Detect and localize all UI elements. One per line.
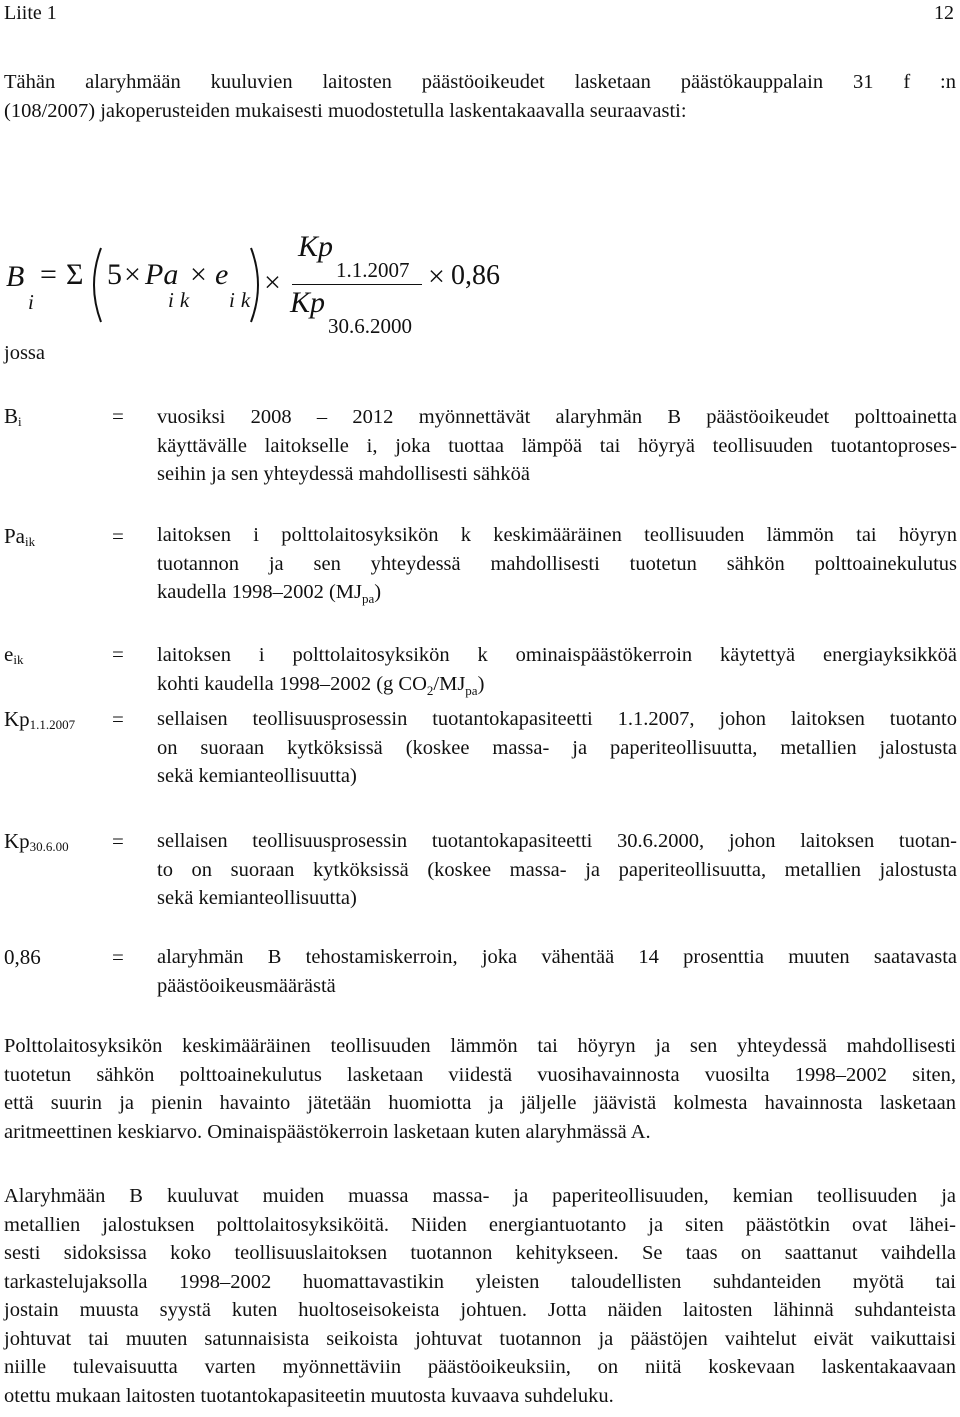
formula-factor: 0,86 [451, 260, 500, 291]
formula-times-3: × [264, 266, 281, 299]
formula-den-sub: 30.6.2000 [328, 314, 412, 338]
formula-pa-sub: ik [168, 288, 196, 312]
def-text-factor: alaryhmän B tehostamiskerroin, joka vähentää 14 prosenttia muuten saatavasta päästöoikeusmäärästä [157, 946, 957, 997]
formula-five: 5 [107, 258, 122, 291]
def-text-kp2007: sellaisen teollisuusprosessin tuotantokapasiteetti 1.1.2007, johon laitoksen tuotanto on suoraan kytköksissä (koskee massa- ja paperiteollisuutta, metallien jalostusta sekä kemianteollisuutta) [157, 708, 957, 787]
formula-left-paren [84, 246, 104, 324]
formula-e-sub: ik [229, 288, 257, 312]
formula-num-sub: 1.1.2007 [336, 258, 410, 282]
formula-kp-numerator: Kp [298, 230, 334, 263]
formula-times-4: × [428, 260, 445, 293]
formula-times-2: × [190, 258, 207, 291]
def-eq-kp2007: = [112, 707, 124, 731]
paragraph-2: Alaryhmään B kuuluvat muiden muassa massa- ja paperiteollisuuden, kemian teollisuuden ja metallien jalostuksen polttolaitosyksiköitä. Niiden energiantuotanto ja siten päästötkin ovat lähei- sesti sidoksissa koko teollisuuslaitoksen tuotannon kehitykseen. Se taas on saattanut vaihdella tarkastelujaksolla 1998–2002 huomattavastikin yleisten taloudellisten suhdanteiden myötä tai jostain muusta syystä kuten huoltoseisokeista johtuen. Jotta näiden laitosten lähinnä suhdanteista johtuvat tai muuten satunnaisista seikoista johtuvat tuotannon ja päästöjen vaihtelut eivät vaikuttaisi niille tulevaisuutta varten myönnettäviin päästöoikeuksiin, on niitä koskevaan laskentakaavaan otettu mukaan laitosten tuotantokapasiteetin muutosta kuvaava suhdeluku. [4, 1185, 956, 1407]
def-text-bi: vuosiksi 2008 – 2012 myönnettävät alaryhmän B päästöoikeudet polttoainetta käyttävälle laitokselle i, joka tuottaa lämpöä tai höyryä teollisuuden tuotantoproses- seihin ja sen yhteydessä mahdollisesti sähköä [157, 406, 957, 485]
def-term-factor: 0,86 [4, 945, 41, 969]
def-eq-kp2000: = [112, 829, 124, 853]
formula-b-sub: i [28, 290, 34, 314]
def-term-paik: $Pa_{ik}$ [4, 524, 36, 549]
def-term-kp2007: $Kp_{1.1.2007}$ [4, 707, 76, 732]
formula-b: B [6, 260, 25, 293]
jossa-label: jossa [4, 342, 45, 364]
def-text-eik: laitoksen i polttolaitosyksikön k ominaispäästökerroin käytettyä energiayksikköä kohti kaudella 1998–2002 (g $CO_2/MJ_{pa}$) [157, 644, 957, 698]
def-eq-bi: = [112, 404, 124, 428]
def-term-eik: $e_{ik}$ [4, 642, 24, 667]
fraction-bar [292, 284, 422, 285]
formula-times-1: × [124, 258, 141, 291]
formula-sigma: Σ [66, 258, 84, 291]
def-eq-paik: = [112, 524, 124, 548]
def-term-kp2000: $Kp_{30.6.00}$ [4, 829, 69, 854]
formula-kp-denominator: Kp [290, 286, 326, 319]
formula-e: e [215, 258, 229, 291]
def-term-bi: $B_i$ [4, 404, 22, 429]
def-text-paik: laitoksen i polttolaitosyksikön k keskimääräinen teollisuuden lämmön tai höyryn tuotannon ja sen yhteydessä mahdollisesti tuotetun sähkön polttoainekulutus kaudella 1998–2002 $(MJ_{pa})$ [157, 524, 957, 607]
page-number: 12 [934, 2, 954, 24]
def-eq-factor: = [112, 945, 124, 969]
intro-line-2: (108/2007) jakoperusteiden mukaisesti muodostetulla laskentakaavalla seuraavasti: [4, 100, 687, 122]
def-eq-eik: = [112, 642, 124, 666]
appendix-label: Liite 1 [4, 2, 57, 24]
paragraph-1: Polttolaitosyksikön keskimääräinen teollisuuden lämmön tai höyryn ja sen yhteydessä mahdollisesti tuotetun sähkön polttoainekulutus lasketaan viidestä vuosihavainnosta vuosilta 1998–2002 siten, että suurin ja pienin havainto jätetään huomiotta ja jäljelle jäävistä kolmesta havainnosta lasketaan aritmeettinen keskiarvo. Ominaispäästökerroin lasketaan kuten alaryhmässä A. [4, 1035, 956, 1143]
intro-line-1: Tähän alaryhmään kuuluvien laitosten päästöoikeudet lasketaan päästökauppalain 31 f :n [4, 71, 956, 93]
def-text-kp2000: sellaisen teollisuusprosessin tuotantokapasiteetti 30.6.2000, johon laitoksen tuotan- to on suoraan kytköksissä (koskee massa- ja paperiteollisuutta, metallien jalostusta sekä kemianteollisuutta) [157, 830, 957, 909]
formula-pa: Pa [145, 258, 179, 291]
formula-equals: = [40, 258, 57, 291]
